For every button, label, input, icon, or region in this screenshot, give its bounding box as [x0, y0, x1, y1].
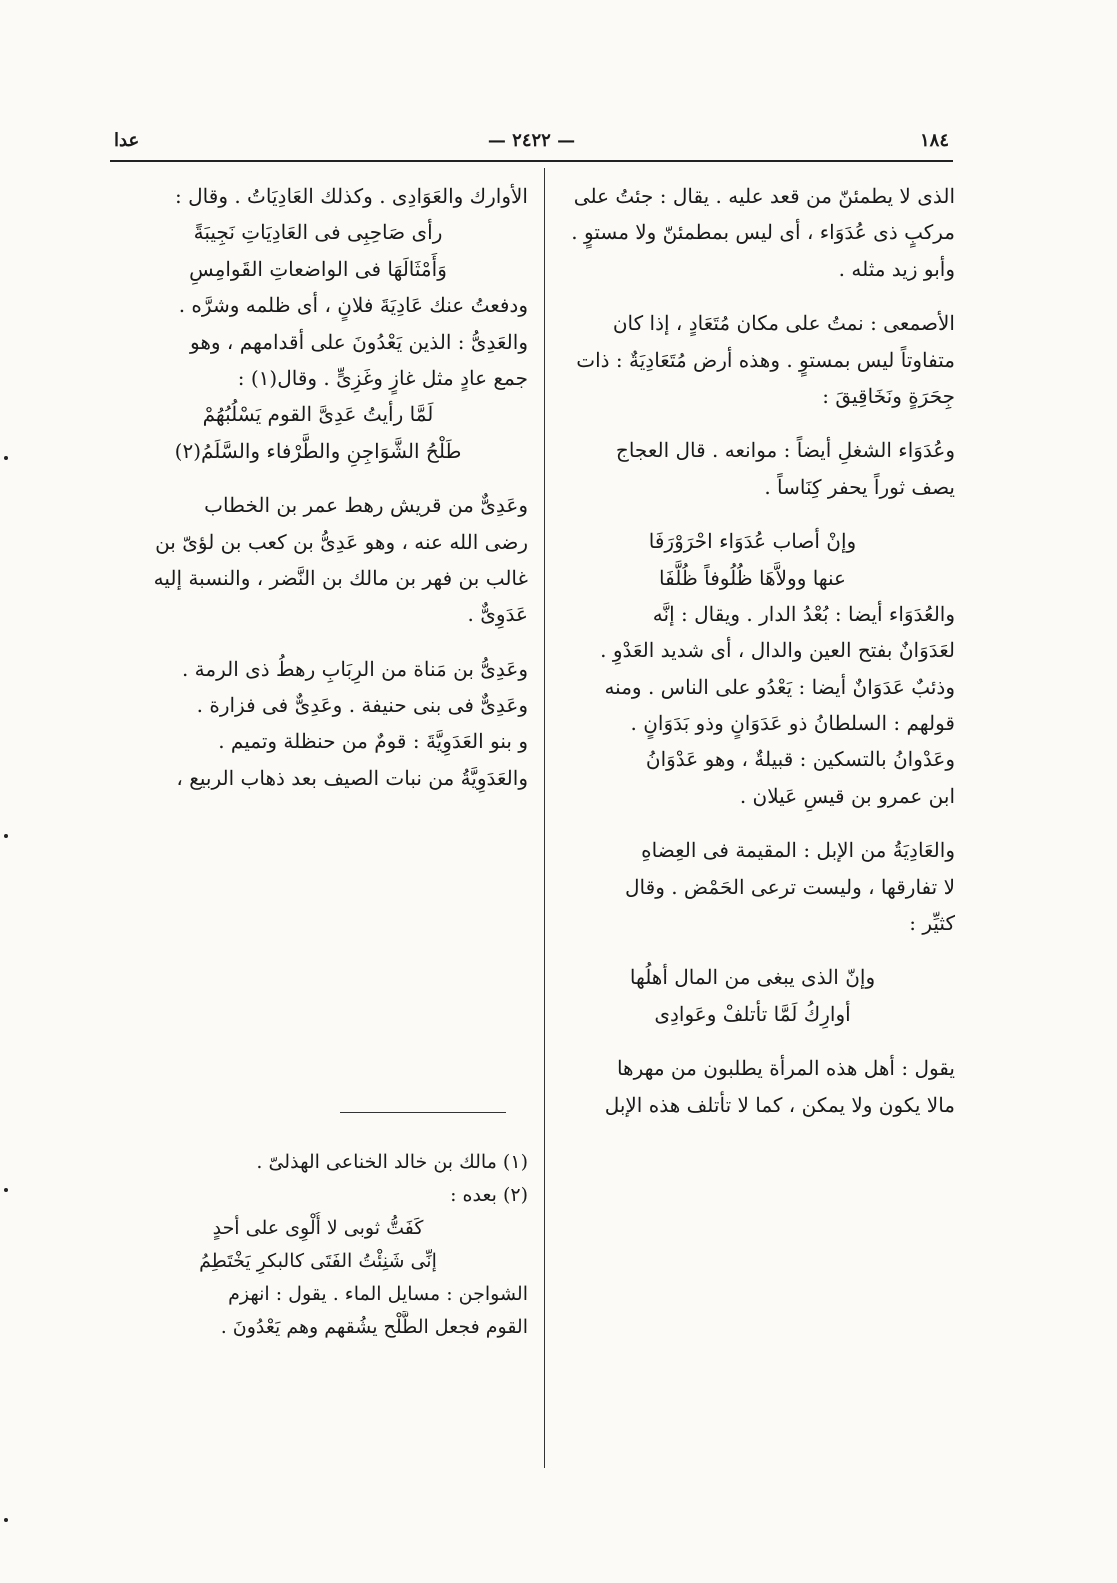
right-column [550, 178, 955, 1123]
paragraph-gap [550, 505, 955, 523]
page-number: ١٨٤ [919, 130, 949, 151]
paragraph-gap [550, 814, 955, 832]
paragraph-gap [550, 1032, 955, 1050]
text-line: والعَدِىُّ : الذين يَعْدُونَ على أقدامهم ، وهو [190, 329, 528, 354]
verse-line: وإنْ أصاب عُدَوَاء احْرَوْرَفَا [648, 529, 857, 554]
text-line: جِحَرَةٍ ونَخَاقِيقَ : [822, 383, 955, 408]
text-line: غالب بن فهر بن مالك بن النَّضر ، والنسبة إليه [153, 565, 528, 590]
text-line: جمع عادٍ مثل غازٍ وغَزِىٍّ . وقال(١) : [237, 365, 528, 390]
verse-line: أوارِكُ لَمَّا تأتلفْ وعَوادِى [654, 1001, 851, 1026]
text-line: لعَدَوَانٌ بفتح العين والدال ، أى شديد العَدْوِ . [600, 638, 955, 663]
footnote-line: الشواجن : مسايل الماء . يقول : انهزم [228, 1283, 528, 1305]
paragraph-gap [550, 941, 955, 959]
text-line: مركبٍ ذى عُدَوَاء ، أى ليس بمطمئنّ ولا مستوٍ . [571, 220, 955, 245]
text-line: يصف ثوراً يحفر كِنَاساً . [764, 474, 955, 499]
verse-line: وإنّ الذى يبغى من المال أهلُها [629, 965, 876, 990]
verse-line: كَفَتُّ ثوبى لا أُلْوِى على أحدٍ [212, 1217, 424, 1239]
scan-speck [4, 456, 8, 460]
footnotes [108, 1146, 528, 1344]
text-line: وعَدِىٌّ من قريش رهط عمر بن الخطاب [204, 493, 528, 518]
footnote-line: (٢) بعده : [450, 1184, 528, 1206]
text-line: والعَادِيَةُ من الإبل : المقيمة فى العِضاهِ [641, 838, 955, 863]
verse-line: وَأَمْثَالَهَا فى الواضعاتِ القَوامِسِ [189, 256, 447, 281]
verse-line: إنِّى شَنِئْتُ الفَتَى كالبكرِ يَخْتَطِمُ [199, 1250, 437, 1272]
text-line: يقول : أهل هذه المرأة يطلبون من مهرها [616, 1056, 955, 1081]
text-line: وعُدَوَاء الشغلِ أيضاً : موانعه . قال العجاج [615, 438, 955, 463]
text-line: وعَدِىُّ بن مَناة من الرِبَابِ رهطُ ذى الرمة . [181, 656, 528, 681]
footnote-line: القوم فجعل الطَّلْح يشُقهم وهم يَعْدُونَ . [220, 1316, 528, 1338]
text-line: وأبو زيد مثله . [838, 256, 955, 281]
paragraph-gap [108, 469, 528, 487]
text-line: لا تفارقها ، وليست ترعى الحَمْض . وقال [625, 874, 955, 899]
text-line: وذئبٌ عَدَوَانٌ أيضا : يَعْدُو على الناس . ومنه [604, 674, 955, 699]
scan-speck [4, 1188, 8, 1192]
left-column [108, 178, 528, 796]
text-line: ابن عمرو بن قيسِ عَيلان . [739, 783, 955, 808]
text-line: والعُدَوَاء أيضا : بُعْدُ الدار . ويقال : إنَّه [652, 601, 955, 626]
verse-line: عنها وولاَّهَا ظُلُوفاً ظُلَّفَا [659, 565, 846, 590]
text-line: قولهم : السلطانُ ذو عَدَوَانٍ وذو بَدَوَانٍ . [630, 711, 955, 736]
text-line: متفاوتاً ليس بمستوٍ . وهذه أرض مُتَعَادِيَةٌ : ذات [576, 347, 955, 372]
text-line: وعَدْوانُ بالتسكين : قبيلةٌ ، وهو عَدْوَانُ [645, 747, 955, 772]
volume-page-number: — ٢٤٢٢ — [487, 130, 576, 151]
footnote-line: (١) مالك بن خالد الخناعى الهذلىّ . [256, 1151, 528, 1173]
entry-root-word: عدا [114, 130, 140, 151]
text-line: والعَدَوِيَّةُ من نبات الصيف بعد ذهاب الربيع ، [176, 765, 528, 790]
verse-line: لَمَّا رأيتُ عَدِىَّ القوم يَسْلُبُهُمْ [202, 402, 434, 427]
text-line: الأوارك والعَوَادِى . وكذلك العَادِيَاتُ . وقال : [175, 184, 528, 208]
text-line: الأصمعى : نمتُ على مكان مُتَعَادٍ ، إذا كان [612, 311, 955, 336]
page-header [110, 130, 953, 162]
text-line: مالا يكون ولا يمكن ، كما لا تأتلف هذه الإبل [604, 1092, 955, 1117]
text-line: كثيِّر : [909, 911, 955, 936]
verse-line: طَلْحُ الشَّوَاجِنِ والطَّرْفاء والسَّلَمُ(٢) [174, 438, 462, 463]
text-line: رضى الله عنه ، وهو عَدِىُّ بن كعب بن لؤىّ بن [155, 529, 528, 554]
text-line: عَدَوِىٌّ . [467, 602, 528, 627]
text-line: وعَدِىٌّ فى بنى حنيفة . وعَدِىٌّ فى فزارة . [196, 693, 528, 718]
column-divider [544, 168, 545, 1468]
paragraph-gap [550, 287, 955, 305]
scan-speck [4, 834, 8, 838]
paragraph-gap [108, 633, 528, 651]
verse-line: رأى صَاحِبِى فى العَادِيَاتِ نَجِيبَةً [193, 220, 443, 245]
paragraph-gap [550, 414, 955, 432]
text-line: الذى لا يطمئنّ من قعد عليه . يقال : جئتُ على [573, 184, 955, 208]
scan-speck [4, 1518, 8, 1522]
footnote-divider [340, 1112, 506, 1113]
text-line: و بنو العَدَوِيَّةَ : قومٌ من حنظلة وتميم . [218, 729, 528, 754]
text-line: ودفعتُ عنك عَادِيَةَ فلانٍ ، أى ظلمه وشرَّه . [178, 293, 528, 318]
